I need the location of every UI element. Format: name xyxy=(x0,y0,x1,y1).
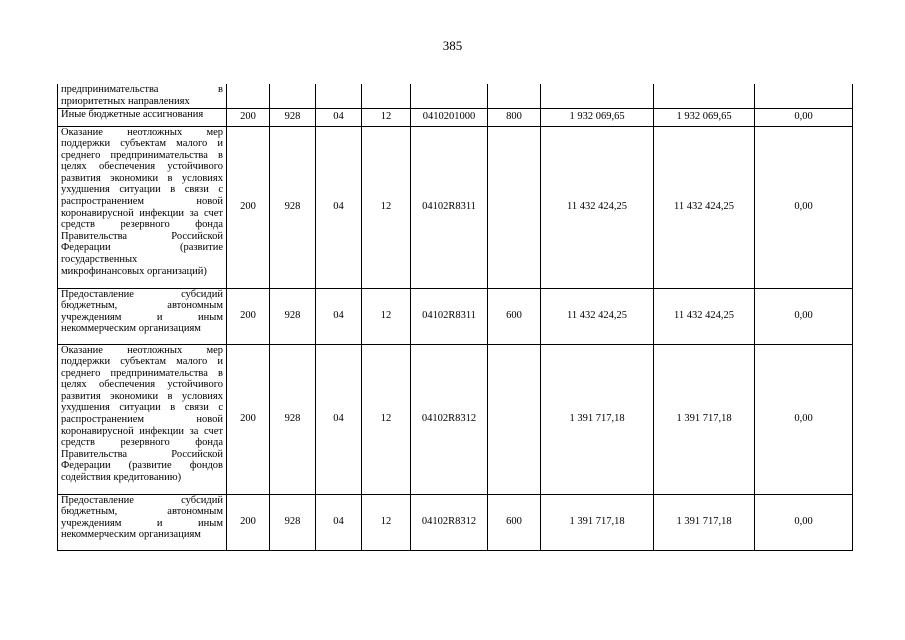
cell-amount-fact xyxy=(654,84,755,108)
row-description: предпринимательства в приоритетных направлениях xyxy=(58,84,227,108)
cell-podrazdel: 12 xyxy=(362,126,411,288)
table-row xyxy=(58,108,853,126)
cell-podrazdel: 12 xyxy=(362,288,411,344)
cell-amount-plan: 1 391 717,18 xyxy=(541,344,654,494)
cell-vedomstvo-code xyxy=(270,84,316,108)
cell-razdel: 04 xyxy=(316,494,362,550)
cell-target-article xyxy=(411,84,488,108)
cell-target-article: 04102R8312 xyxy=(411,494,488,550)
cell-glavny-rasporyaditel: 200 xyxy=(227,344,270,494)
cell-amount-diff: 0,00 xyxy=(755,288,853,344)
cell-vedomstvo-code: 928 xyxy=(270,494,316,550)
cell-glavny-rasporyaditel: 200 xyxy=(227,126,270,288)
cell-razdel: 04 xyxy=(316,288,362,344)
cell-vedomstvo-code: 928 xyxy=(270,344,316,494)
cell-glavny-rasporyaditel: 200 xyxy=(227,494,270,550)
cell-podrazdel: 12 xyxy=(362,344,411,494)
table-row xyxy=(58,84,853,108)
cell-amount-diff: 0,00 xyxy=(755,494,853,550)
row-description: Оказание неотложных мер поддержки субъектам малого и среднего предпринимательства в целях обеспечения устойчивого развития экономики в условиях ухудшения ситуации в связи с распространением новой коронавирусной инфекции за счет средств резервного фонда Правительства Российской Федерации (развитие фондов содействия кредитованию) xyxy=(58,344,227,494)
cell-amount-diff: 0,00 xyxy=(755,126,853,288)
cell-target-article: 04102R8311 xyxy=(411,288,488,344)
cell-razdel: 04 xyxy=(316,126,362,288)
row-description: Оказание неотложных мер поддержки субъектам малого и среднего предпринимательства в целях обеспечения устойчивого развития экономики в условиях ухудшения ситуации в связи с распространением новой коронавирусной инфекции за счет средств резервного фонда Правительства Российской Федерации (развитие государственных микрофинансовых организаций) xyxy=(58,126,227,288)
cell-amount-fact: 1 391 717,18 xyxy=(654,494,755,550)
cell-podrazdel: 12 xyxy=(362,108,411,126)
cell-expense-type xyxy=(488,126,541,288)
cell-razdel xyxy=(316,84,362,108)
cell-glavny-rasporyaditel xyxy=(227,84,270,108)
cell-amount-diff: 0,00 xyxy=(755,344,853,494)
table-row xyxy=(58,344,853,494)
cell-podrazdel xyxy=(362,84,411,108)
cell-amount-diff xyxy=(755,84,853,108)
cell-amount-plan: 1 391 717,18 xyxy=(541,494,654,550)
row-description: Иные бюджетные ассигнования xyxy=(58,108,227,126)
cell-amount-fact: 1 391 717,18 xyxy=(654,344,755,494)
cell-target-article: 04102R8311 xyxy=(411,126,488,288)
cell-amount-plan: 1 932 069,65 xyxy=(541,108,654,126)
cell-target-article: 0410201000 xyxy=(411,108,488,126)
cell-glavny-rasporyaditel: 200 xyxy=(227,108,270,126)
cell-amount-fact: 11 432 424,25 xyxy=(654,288,755,344)
row-description: Предоставление субсидий бюджетным, автономным учреждениям и иным некоммерческим организациям xyxy=(58,288,227,344)
table-row xyxy=(58,494,853,550)
table-row xyxy=(58,126,853,288)
cell-amount-plan xyxy=(541,84,654,108)
cell-expense-type: 800 xyxy=(488,108,541,126)
cell-amount-diff: 0,00 xyxy=(755,108,853,126)
budget-table xyxy=(57,84,853,551)
page-number: 385 xyxy=(442,38,463,53)
cell-expense-type: 600 xyxy=(488,494,541,550)
cell-target-article: 04102R8312 xyxy=(411,344,488,494)
cell-razdel: 04 xyxy=(316,108,362,126)
cell-amount-plan: 11 432 424,25 xyxy=(541,288,654,344)
cell-amount-fact: 11 432 424,25 xyxy=(654,126,755,288)
row-description: Предоставление субсидий бюджетным, автономным учреждениям и иным некоммерческим организациям xyxy=(58,494,227,550)
cell-vedomstvo-code: 928 xyxy=(270,288,316,344)
cell-expense-type xyxy=(488,84,541,108)
cell-expense-type: 600 xyxy=(488,288,541,344)
table-row xyxy=(58,288,853,344)
cell-podrazdel: 12 xyxy=(362,494,411,550)
cell-vedomstvo-code: 928 xyxy=(270,108,316,126)
cell-amount-plan: 11 432 424,25 xyxy=(541,126,654,288)
cell-expense-type xyxy=(488,344,541,494)
cell-glavny-rasporyaditel: 200 xyxy=(227,288,270,344)
cell-amount-fact: 1 932 069,65 xyxy=(654,108,755,126)
cell-vedomstvo-code: 928 xyxy=(270,126,316,288)
cell-razdel: 04 xyxy=(316,344,362,494)
